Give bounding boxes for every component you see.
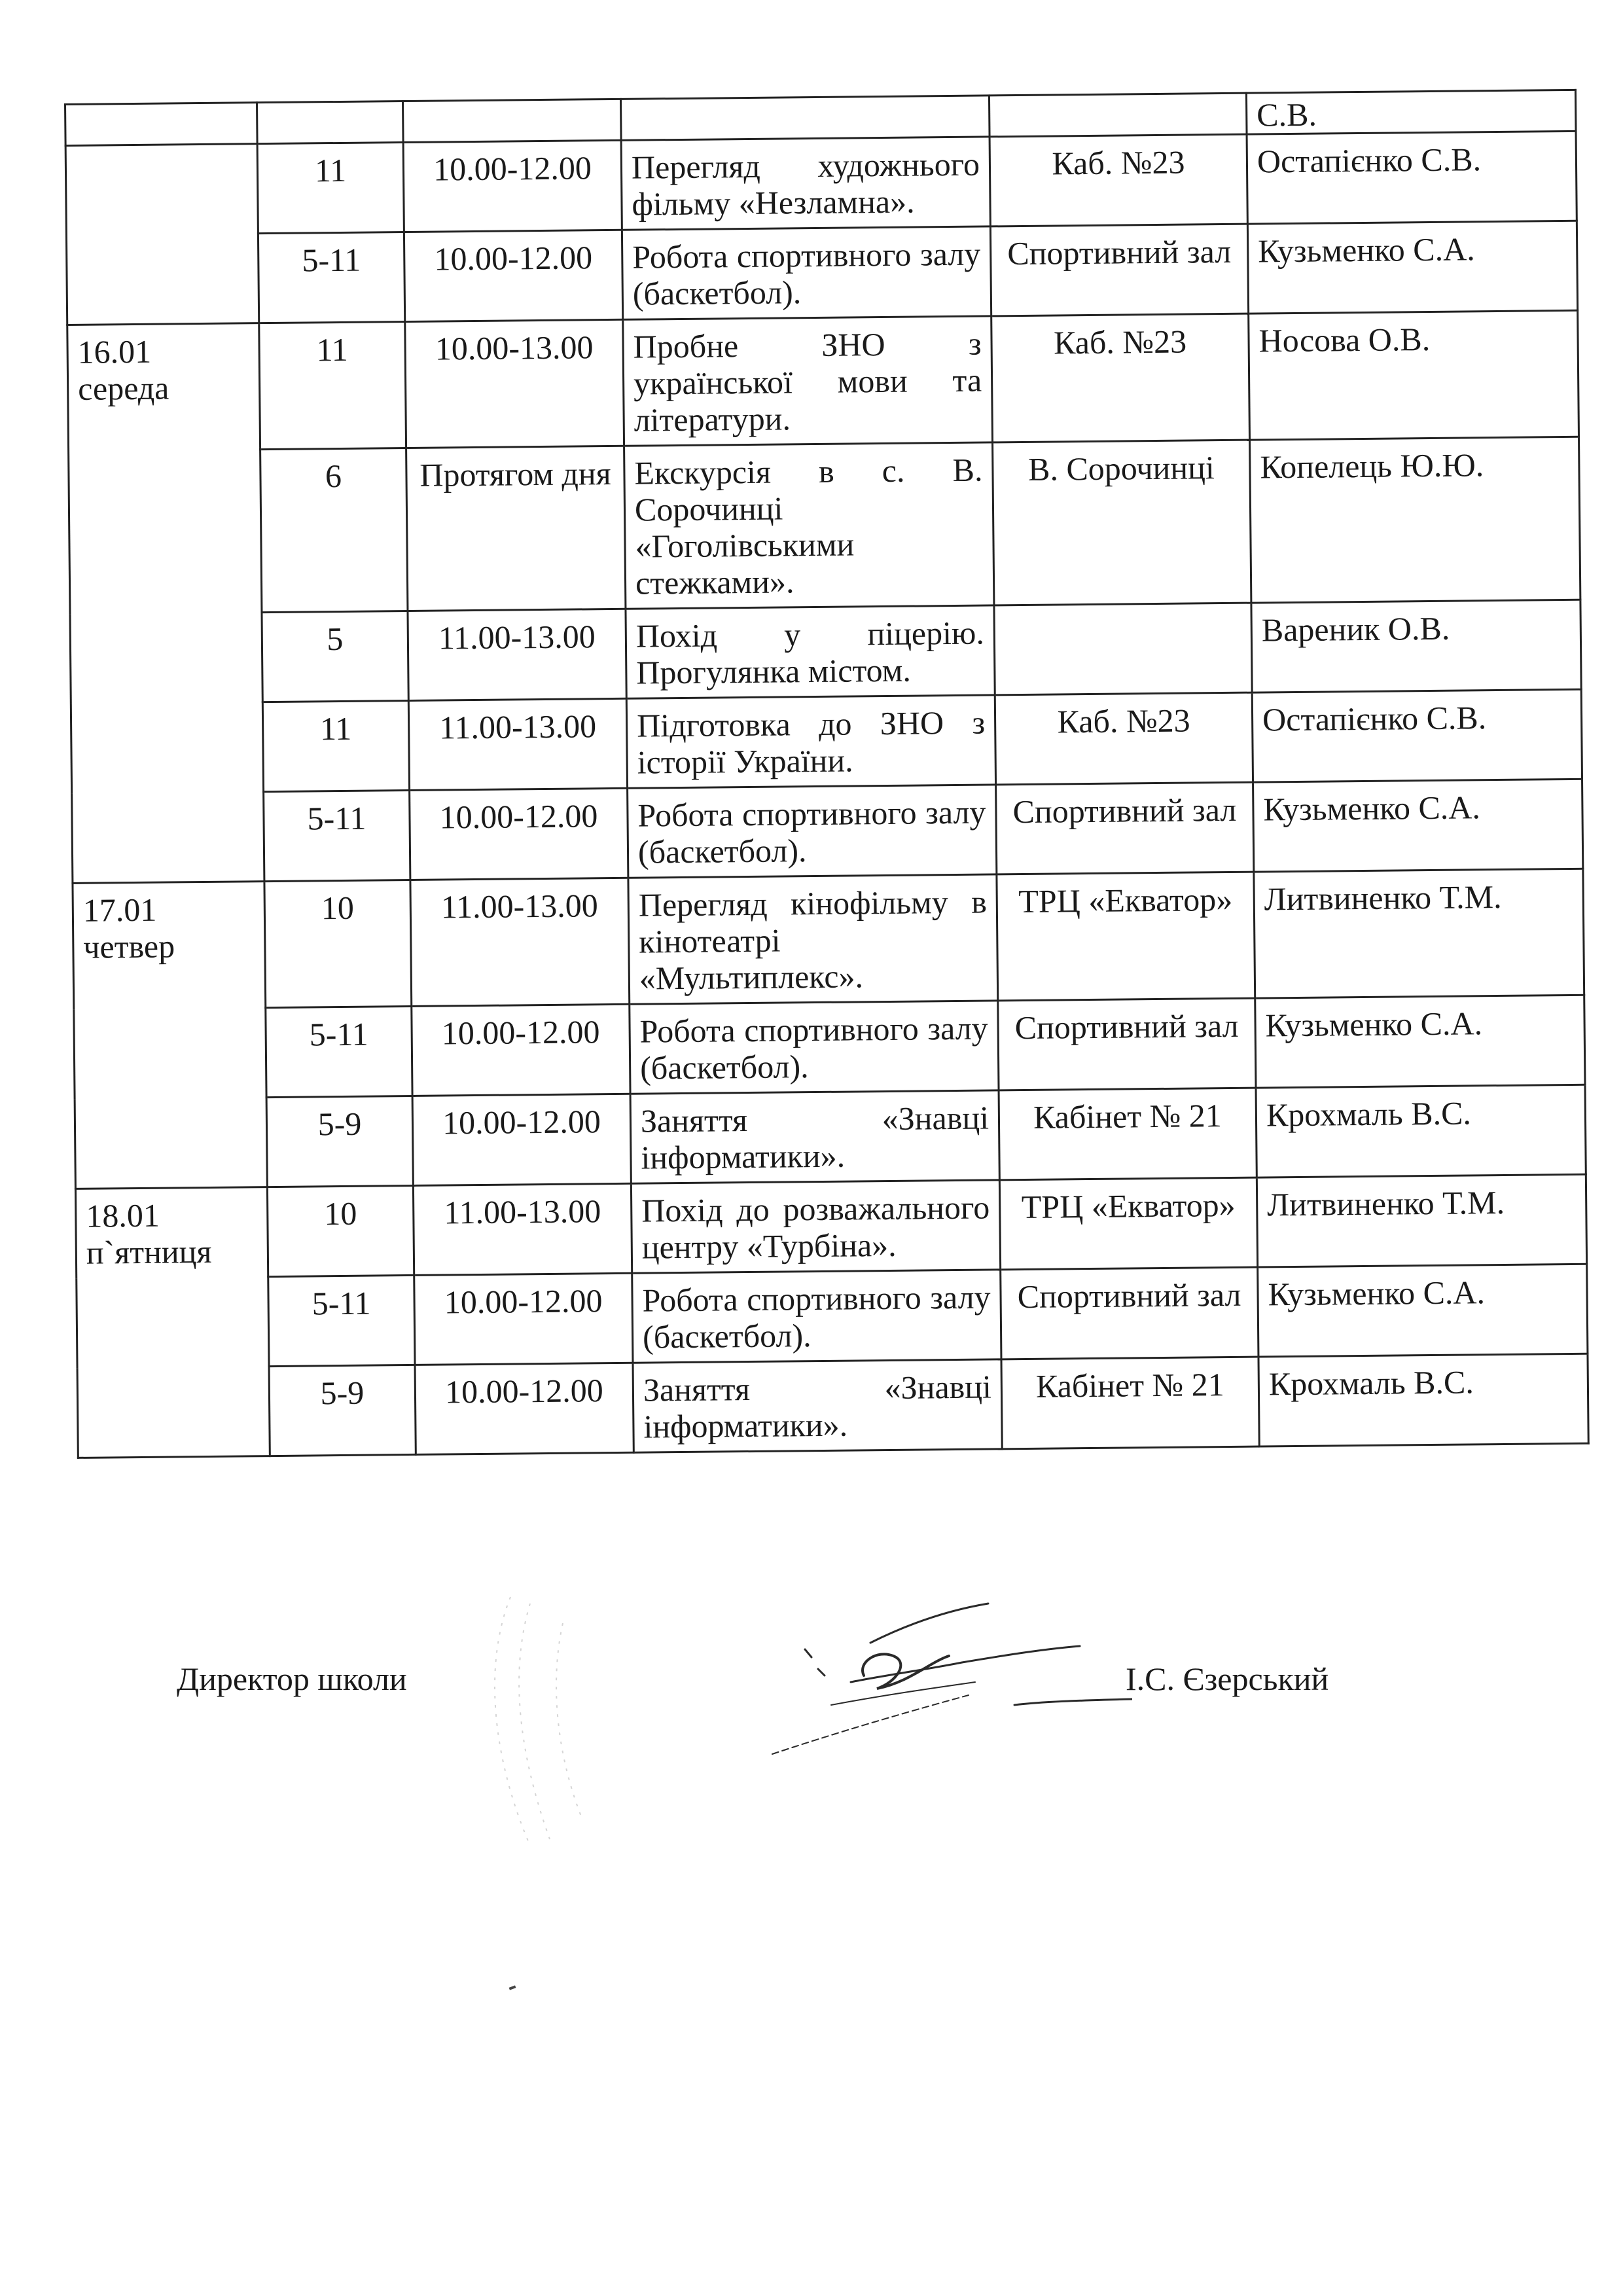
date-label bbox=[76, 152, 247, 154]
table-row bbox=[66, 221, 1577, 325]
place-cell bbox=[994, 603, 1252, 695]
event-cell: Робота спортивного залу (баскетбол). bbox=[630, 1001, 999, 1094]
place-cell bbox=[989, 93, 1247, 137]
scan-speck bbox=[509, 1985, 516, 1990]
class-cell: 5 bbox=[262, 611, 408, 702]
class-cell: 10 bbox=[264, 880, 412, 1007]
date-cell bbox=[65, 144, 259, 325]
table-row bbox=[74, 995, 1585, 1099]
signature-role: Директор школи bbox=[177, 1660, 407, 1697]
date-label: 17.01 bbox=[82, 891, 157, 929]
class-cell: 5-11 bbox=[264, 790, 410, 881]
place-cell: Каб. №23 bbox=[991, 314, 1250, 442]
event-cell: Робота спортивного залу (баскетбол). bbox=[622, 226, 991, 319]
responsible-cell: Носова О.В. bbox=[1249, 310, 1579, 440]
table-row bbox=[77, 1354, 1588, 1458]
class-cell: 5-11 bbox=[268, 1275, 415, 1366]
class-cell: 5-11 bbox=[258, 232, 404, 323]
time-cell: 10.00-12.00 bbox=[404, 230, 622, 321]
time-cell: 11.00-13.00 bbox=[410, 878, 630, 1006]
place-cell: В. Сорочинці bbox=[993, 440, 1251, 605]
place-cell: Каб. №23 bbox=[990, 134, 1247, 226]
class-cell: 5-9 bbox=[266, 1096, 413, 1187]
weekday-label: п`ятниця bbox=[86, 1232, 212, 1271]
responsible-cell: Кузьменко С.А. bbox=[1247, 221, 1577, 314]
class-cell: 11 bbox=[257, 143, 404, 234]
date-cell bbox=[73, 882, 267, 1189]
time-cell: 10.00-12.00 bbox=[414, 1273, 633, 1365]
class-cell: 10 bbox=[267, 1185, 414, 1276]
event-cell: Робота спортивного залу (баскетбол). bbox=[632, 1270, 1001, 1363]
responsible-cell: Крохмаль В.С. bbox=[1256, 1085, 1586, 1177]
event-cell: Перегляд кінофільму в кінотеатрі «Мультиплекс». bbox=[628, 874, 998, 1004]
date-cell bbox=[65, 103, 258, 146]
date-label: 18.01 bbox=[86, 1196, 160, 1234]
time-cell: 10.00-12.00 bbox=[403, 140, 622, 232]
place-cell: Кабінет № 21 bbox=[999, 1088, 1257, 1180]
place-cell: Кабінет № 21 bbox=[1001, 1357, 1259, 1449]
schedule-table bbox=[64, 89, 1590, 1459]
weekday-label: четвер bbox=[83, 927, 175, 965]
weekday-label: середа bbox=[77, 369, 169, 407]
responsible-cell: Литвиненко Т.М. bbox=[1257, 1174, 1586, 1267]
table-row bbox=[71, 689, 1582, 793]
event-cell: Похід у піцерію. Прогулянка містом. bbox=[626, 605, 995, 698]
responsible-cell: Вареник О.В. bbox=[1251, 600, 1581, 692]
class-cell bbox=[257, 101, 404, 144]
event-cell bbox=[620, 96, 990, 140]
class-cell: 11 bbox=[262, 700, 409, 791]
place-cell: ТРЦ «Екватор» bbox=[997, 872, 1255, 1001]
date-cell bbox=[75, 1187, 270, 1458]
event-cell: Екскурсія в с. В. Сорочинці «Гоголівськими стежками». bbox=[624, 442, 994, 609]
event-cell: Робота спортивного залу (баскетбол). bbox=[628, 785, 997, 878]
stamp-mark bbox=[471, 1584, 641, 1859]
table-row bbox=[75, 1085, 1586, 1189]
responsible-cell: Крохмаль В.С. bbox=[1258, 1354, 1588, 1446]
time-cell bbox=[402, 99, 621, 142]
event-cell: Перегляд художнього фільму «Незламна». bbox=[621, 137, 990, 230]
table-row bbox=[75, 1174, 1586, 1278]
date-cell bbox=[67, 323, 264, 884]
event-cell: Пробне ЗНО з української мови та літератури. bbox=[623, 316, 993, 446]
event-cell: Заняття «Знавці інформатики». bbox=[630, 1090, 999, 1183]
class-cell: 5-9 bbox=[269, 1365, 416, 1456]
responsible-cell: Литвиненко Т.М. bbox=[1254, 869, 1584, 998]
table-row bbox=[65, 131, 1577, 235]
time-cell: 11.00-13.00 bbox=[408, 609, 626, 700]
table-row bbox=[72, 779, 1583, 883]
class-cell: 6 bbox=[260, 448, 408, 613]
time-cell: 10.00-12.00 bbox=[415, 1363, 633, 1454]
signature-mark bbox=[713, 1584, 1132, 1793]
place-cell: Спортивний зал bbox=[1001, 1267, 1258, 1359]
time-cell: 11.00-13.00 bbox=[413, 1183, 632, 1275]
class-cell: 5-11 bbox=[266, 1006, 412, 1097]
responsible-cell: Копелець Ю.Ю. bbox=[1250, 437, 1580, 603]
place-cell: Спортивний зал bbox=[998, 998, 1256, 1090]
place-cell: Спортивний зал bbox=[990, 224, 1248, 316]
responsible-cell: С.В. bbox=[1246, 90, 1576, 134]
time-cell: 10.00-12.00 bbox=[412, 1094, 631, 1185]
time-cell: 11.00-13.00 bbox=[408, 698, 627, 790]
signature-name: І.С. Єзерський bbox=[1126, 1660, 1329, 1697]
event-cell: Похід до розважального центру «Турбіна». bbox=[631, 1180, 1000, 1273]
responsible-cell: Кузьменко С.А. bbox=[1255, 995, 1585, 1088]
date-label: 16.01 bbox=[77, 332, 152, 370]
class-cell: 11 bbox=[259, 322, 406, 450]
responsible-cell: Остапієнко С.В. bbox=[1247, 131, 1577, 224]
time-cell: 10.00-12.00 bbox=[410, 788, 628, 880]
responsible-cell: Кузьменко С.А. bbox=[1258, 1264, 1588, 1357]
time-cell: 10.00-12.00 bbox=[412, 1004, 630, 1096]
table-row bbox=[69, 437, 1580, 614]
weekday-label bbox=[76, 152, 247, 154]
schedule-body bbox=[65, 90, 1589, 1458]
table-row bbox=[67, 310, 1579, 451]
table-row bbox=[73, 869, 1584, 1009]
responsible-cell: Кузьменко С.А. bbox=[1253, 779, 1583, 872]
place-cell: Спортивний зал bbox=[996, 782, 1254, 874]
table-row bbox=[70, 600, 1581, 704]
time-cell: 10.00-13.00 bbox=[405, 319, 624, 448]
table-row bbox=[77, 1264, 1588, 1368]
place-cell: ТРЦ «Екватор» bbox=[999, 1177, 1257, 1270]
event-cell: Заняття «Знавці інформатики». bbox=[633, 1359, 1002, 1452]
time-cell: Протягом дня bbox=[406, 446, 626, 611]
responsible-cell: Остапієнко С.В. bbox=[1252, 689, 1582, 782]
place-cell: Каб. №23 bbox=[995, 692, 1253, 785]
event-cell: Підготовка до ЗНО з історії України. bbox=[626, 695, 995, 788]
